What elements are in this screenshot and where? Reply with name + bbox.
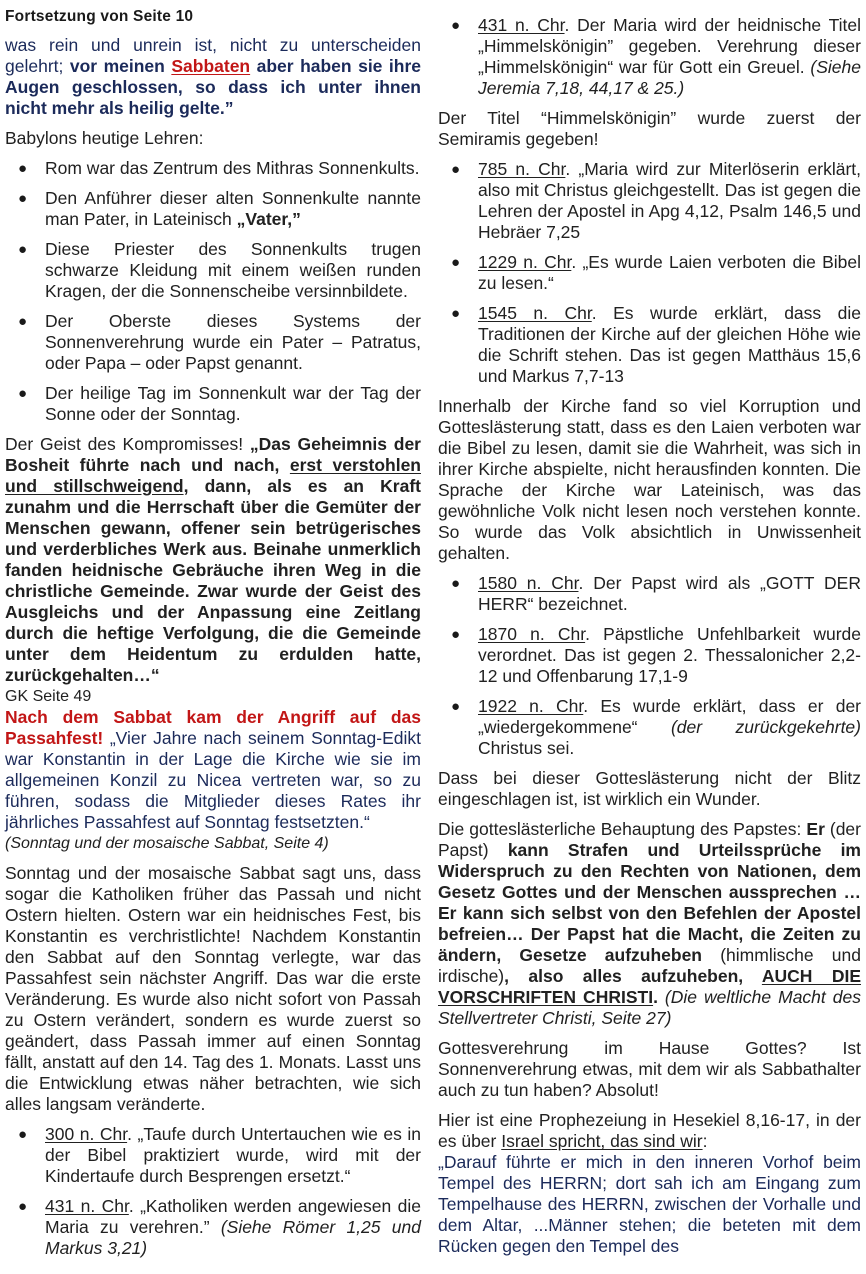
paragraph: [438, 396, 861, 564]
paragraph: [5, 128, 421, 149]
text-segment: . „Katholiken werden angewiesen die Maria zu verehren.”: [45, 1196, 421, 1237]
paragraph: [5, 686, 421, 707]
bullet-text: [45, 158, 421, 179]
text-segment: (Die weltliche Macht des Stellvertreter Christi, Seite 27): [438, 987, 861, 1028]
text-segment: 431 n. Chr: [45, 1196, 129, 1216]
right-column: [438, 6, 861, 1266]
bullet-icon: ●: [451, 698, 461, 715]
bullet-text: [45, 1196, 421, 1259]
text-segment: 431 n. Chr: [478, 15, 565, 35]
text-segment: Nach dem Sabbat kam der Angriff auf das Passahfest!: [5, 707, 421, 748]
bullet-text: [478, 573, 861, 615]
bullet-icon: ●: [18, 385, 28, 402]
paragraph: [438, 1152, 861, 1257]
paragraph: [5, 434, 421, 686]
paragraph: [5, 863, 421, 1115]
text-segment: „Das Geheimnis der Bosheit führte nach und nach,: [5, 434, 421, 475]
bullet-text: [478, 159, 861, 243]
paragraph: [5, 833, 421, 854]
text-segment: Der Titel “Himmelskönigin” wurde zuerst der Semiramis gegeben!: [438, 108, 861, 149]
text-segment: GK Seite 49: [5, 688, 92, 705]
text-segment: vor meinen: [69, 56, 172, 76]
text-segment: Sabbaten: [171, 56, 251, 76]
text-segment: Rom war das Zentrum des Mithras Sonnenkults.: [45, 158, 420, 178]
bullet-icon: ●: [451, 161, 461, 178]
bullet-text: [45, 311, 421, 374]
bullet-icon: ●: [18, 190, 28, 207]
paragraph: [5, 35, 421, 119]
bullet-icon: ●: [451, 626, 461, 643]
bullet-item: [5, 1196, 421, 1259]
bullet-icon: ●: [18, 313, 28, 330]
bullet-item: [5, 188, 421, 230]
paragraph: [438, 1110, 861, 1152]
paragraph: [438, 819, 861, 1029]
text-segment: Der Geist des Kompromisses!: [5, 434, 250, 454]
bullet-text: [45, 383, 421, 425]
bullet-item: [438, 15, 861, 99]
bullet-item: [5, 158, 421, 179]
text-segment: „Darauf führte er mich in den inneren Vorhof beim Tempel des HERRN; dort sah ich am Eingang zum Tempelhause des HERRN, zwischen der Vorhalle und dem Altar, ...Männer stehen; die beteten mit dem Rücken gegen den Tempel des: [438, 1152, 861, 1256]
bullet-text: [478, 252, 861, 294]
text-segment: Den Anführer dieser alten Sonnenkulte nannte man Pater, in Lateinisch: [45, 188, 421, 229]
text-segment: (himmlische und irdische): [438, 945, 862, 986]
left-column: [5, 6, 421, 1268]
text-segment: Der Oberste dieses Systems der Sonnenverehrung wurde ein Pater – Patratus, oder Papa – oder Papst genannt.: [45, 311, 421, 373]
text-segment: Christus sei.: [478, 738, 575, 758]
text-segment: 1580 n. Chr: [478, 573, 579, 593]
text-segment: AUCH DIE VORSCHRIFTEN CHRISTI: [438, 966, 861, 1007]
bullet-icon: ●: [451, 254, 461, 271]
text-segment: 300 n. Chr: [45, 1124, 128, 1144]
text-segment: „Vater,”: [236, 209, 301, 229]
text-segment: . Es wurde erklärt, dass die Traditionen der Kirche auf der gleichen Höhe wie die Schrift stehen. Das ist gegen Matthäus 15,6 und Markus 7,7-13: [478, 303, 862, 386]
bullet-item: [5, 239, 421, 302]
text-segment: kann Strafen und Urteilssprüche im Widerspruch zu den Rechten von Nationen, dem Gesetz Gottes und der Menschen aussprechen … Er kann sich selbst von den Befehlen der Apostel befreien… Der Papst hat die Macht, die Zeiten zu ändern, Gesetze aufzuheben: [438, 840, 861, 965]
text-segment: . „Maria wird zur Miterlöserin erklärt, also mit Christus gleichgestellt. Das ist gegen die Lehren der Apostel in Apg 4,12, Psalm 146,5 und Hebräer 7,25: [478, 159, 862, 242]
text-segment: . Der Papst wird als „GOTT DER HERR“ bezeichnet.: [478, 573, 861, 614]
text-segment: was rein und unrein ist, nicht zu unterscheiden gelehrt;: [5, 35, 421, 76]
bullet-text: [478, 15, 861, 99]
bullet-text: [478, 303, 861, 387]
bullet-item: [438, 696, 861, 759]
bullet-text: [478, 624, 861, 687]
text-segment: Gottesverehrung im Hause Gottes? Ist Sonnenverehrung etwas, mit dem wir als Sabbathalter auch zu tun haben? Absolut!: [438, 1038, 861, 1100]
text-segment: Sonntag und der mosaische Sabbat sagt uns, dass sogar die Katholiken früher das Passah und nicht Ostern hielten. Ostern war ein heidnisches Fest, bis Konstantin es verchristlichte! Nachdem Konstantin den Sabbat auf den Sonntag verlegte, war das Passahfest sein nächster Angriff. Das war die erste Veränderung. Es wurde also nicht sofort von Passah zu Ostern verändert, sondern es wurde zuerst so geändert, dass Passah immer auf einen Sonntag fällt, anstatt auf den 14. Tag des 1. Monats. Lasst uns die Entwicklung etwas näher betrachten, wie sich alles langsam veränderte.: [5, 863, 421, 1114]
text-segment: . „Taufe durch Untertauchen wie es in der Bibel praktiziert wurde, wird mit der Kindertaufe durch Besprengen ersetzt.“: [45, 1124, 421, 1186]
paragraph: [438, 768, 861, 810]
text-segment: :: [702, 1131, 708, 1151]
bullet-item: [5, 383, 421, 425]
bullet-icon: ●: [18, 1198, 28, 1215]
text-segment: (der Papst): [438, 819, 861, 860]
text-segment: 1922 n. Chr: [478, 696, 584, 716]
text-segment: (Sonntag und der mosaische Sabbat, Seite 4): [5, 835, 329, 852]
text-segment: , also alles aufzuheben,: [504, 966, 762, 986]
bullet-icon: ●: [18, 160, 28, 177]
text-segment: . Der Maria wird der heidnische Titel „Himmelskönigin” gegeben. Verehrung dieser „Himmelskönigin“ war für Gott ein Greuel.: [478, 15, 862, 77]
bullet-item: [438, 573, 861, 615]
text-segment: Babylons heutige Lehren:: [5, 128, 204, 148]
text-segment: (der zurückgekehrte): [670, 717, 861, 737]
text-segment: , dann, als es an Kraft zunahm und die Herrschaft über die Gemüter der Menschen gewann, offener sein betrügerisches und verderbliches Werk aus. Beinahe unmerklich fanden heidnische Gebräuche ihren Weg in die christliche Gemeinde. Zwar wurde der Geist des Ausgleichs und der Anpassung eine Zeitlang durch die heftige Verfolgung, die die Gemeinde unter dem Heidentum zu erdulden hatte, zurückgehalten…“: [5, 476, 421, 685]
text-segment: . „Es wurde Laien verboten die Bibel zu lesen.“: [478, 252, 861, 293]
bullet-text: [45, 239, 421, 302]
bullet-item: [438, 252, 861, 294]
text-segment: aber haben sie ihre Augen geschlossen, so dass ich unter ihnen nicht mehr als heilig gelte.”: [5, 56, 421, 118]
bullet-icon: ●: [18, 1126, 28, 1143]
paragraph: [438, 108, 861, 150]
bullet-item: [5, 311, 421, 374]
text-segment: .: [653, 987, 665, 1007]
text-segment: Er: [806, 819, 830, 839]
text-segment: Dass bei dieser Gotteslästerung nicht der Blitz eingeschlagen ist, ist wirklich ein Wunder.: [438, 768, 861, 809]
text-segment: erst verstohlen und stillschweigend: [5, 455, 421, 496]
text-segment: 1545 n. Chr: [478, 303, 592, 323]
text-segment: Israel spricht, das sind wir: [501, 1131, 703, 1151]
text-segment: 785 n. Chr: [478, 159, 566, 179]
text-segment: Die gotteslästerliche Behauptung des Papstes:: [438, 819, 807, 839]
text-segment: . Päpstliche Unfehlbarkeit wurde verordnet. Das ist gegen 2. Thessalonicher 2,2-12 und Offenbarung 17,1-9: [478, 624, 862, 686]
page-heading: Fortsetzung von Seite 10: [5, 8, 194, 25]
bullet-icon: ●: [451, 17, 461, 34]
bullet-item: [438, 624, 861, 687]
text-segment: Der heilige Tag im Sonnenkult war der Tag der Sonne oder der Sonntag.: [45, 383, 421, 424]
text-segment: Diese Priester des Sonnenkults trugen schwarze Kleidung mit einem weißen runden Kragen, der die Sonnenscheibe versinnbildete.: [45, 239, 421, 301]
bullet-icon: ●: [451, 575, 461, 592]
paragraph: [5, 707, 421, 833]
bullet-item: [438, 159, 861, 243]
text-segment: 1229 n. Chr: [478, 252, 572, 272]
bullet-icon: ●: [451, 305, 461, 322]
bullet-item: [5, 1124, 421, 1187]
text-segment: 1870 n. Chr: [478, 624, 586, 644]
text-segment: „Vier Jahre nach seinem Sonntag-Edikt war Konstantin in der Lage die Kirche wie sie im allgemeinen Konzil zu Nicea vertreten war, so zu führen, sodass die Mitglieder dieses Rates ihr jährliches Passahfest auf Sonntag festsetzten.“: [5, 728, 421, 832]
text-segment: Innerhalb der Kirche fand so viel Korruption und Gotteslästerung statt, dass es den Laien verboten war die Bibel zu lesen, damit sie die Wahrheit, was sich in ihrer Kirche abspielte, nicht herausfinden konnten. Die Sprache der Kirche war Lateinisch, was das gewöhnliche Volk nicht lesen noch verstehen konnte. So wurde das Volk absichtlich in Unwissenheit gehalten.: [438, 396, 861, 563]
bullet-icon: ●: [18, 241, 28, 258]
text-segment: . Es wurde erklärt, dass er der „wiedergekommene“: [478, 696, 862, 737]
bullet-text: [478, 696, 861, 759]
bullet-item: [438, 303, 861, 387]
bullet-text: [45, 1124, 421, 1187]
text-segment: Hier ist eine Prophezeiung in Hesekiel 8,16-17, in der es über: [438, 1110, 861, 1151]
bullet-text: [45, 188, 421, 230]
text-segment: (Siehe Römer 1,25 und Markus 3,21): [45, 1217, 421, 1258]
text-segment: (Siehe Jeremia 7,18, 44,17 & 25.): [478, 57, 861, 98]
paragraph: [438, 1038, 861, 1101]
